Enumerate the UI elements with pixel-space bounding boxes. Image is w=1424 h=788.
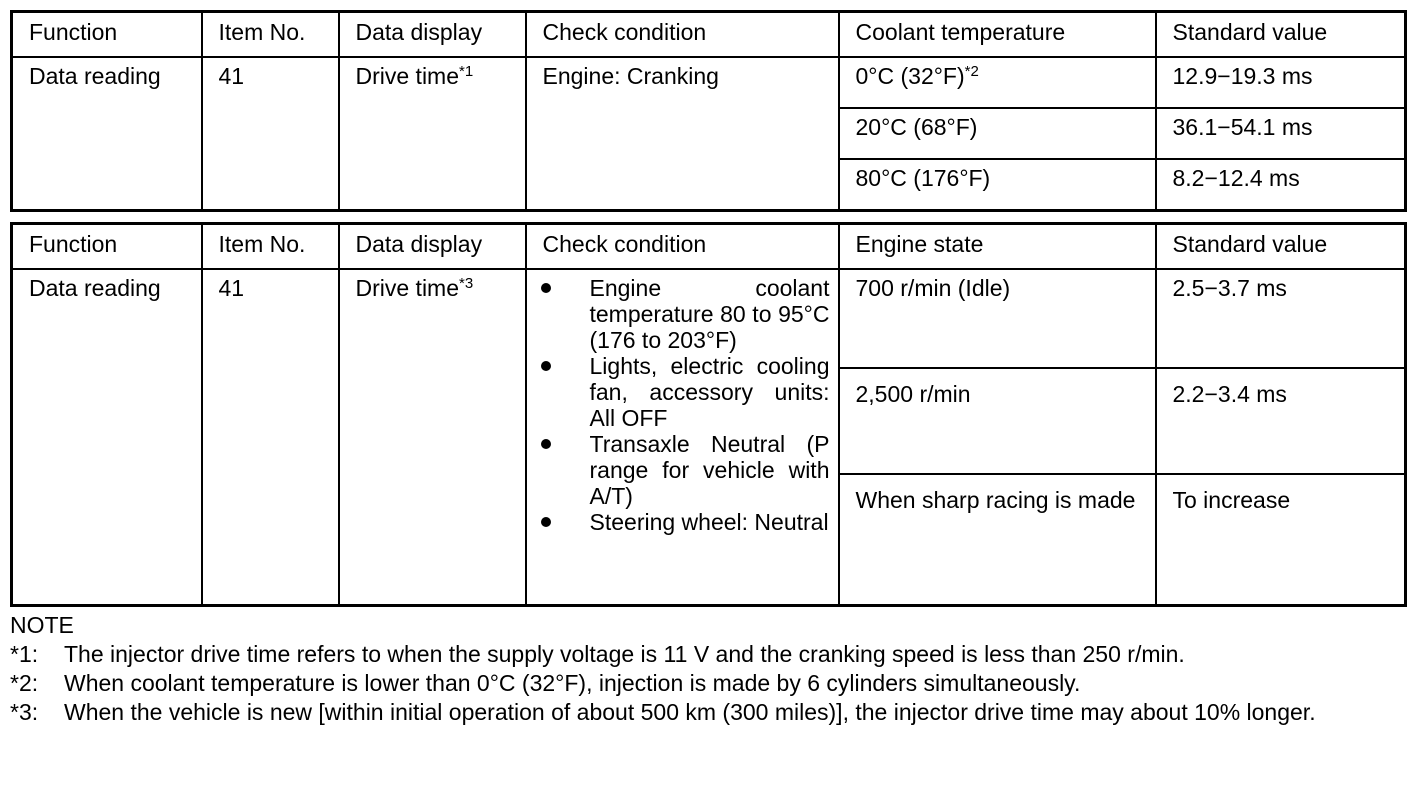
standard-value-cell: 36.1−54.1 ms <box>1156 108 1406 159</box>
bullet-icon <box>541 439 551 449</box>
note-text: When coolant temperature is lower than 0°C (32°F), injection is made by 6 cylinders simultaneously. <box>64 670 1081 696</box>
footnote-ref: *3 <box>459 275 474 292</box>
standard-value-cell: To increase <box>1156 474 1406 606</box>
header-standard-value: Standard value <box>1156 12 1406 58</box>
bullet-icon <box>541 517 551 527</box>
check-condition-list <box>539 275 830 535</box>
standard-value-cell: 12.9−19.3 ms <box>1156 57 1406 108</box>
engine-state-cell: 700 r/min (Idle) <box>839 269 1156 368</box>
check-condition-cell <box>526 269 839 606</box>
coolant-temp-cell: 80°C (176°F) <box>839 159 1156 211</box>
coolant-temp-text: 0°C (32°F) <box>855 63 965 89</box>
header-data-display: Data display <box>339 224 526 270</box>
note-item <box>10 641 1408 668</box>
table-row <box>12 269 1406 368</box>
header-coolant-temperature: Coolant temperature <box>839 12 1156 58</box>
data-display-cell <box>339 57 526 211</box>
standard-value-cell: 2.5−3.7 ms <box>1156 269 1406 368</box>
note-mark: *1: <box>10 641 39 667</box>
coolant-temperature-spec-table <box>10 10 1407 212</box>
function-cell: Data reading <box>12 57 202 211</box>
header-item-no: Item No. <box>202 224 339 270</box>
table-header-row <box>12 12 1406 58</box>
bullet-icon <box>541 283 551 293</box>
standard-value-cell: 2.2−3.4 ms <box>1156 368 1406 474</box>
header-data-display: Data display <box>339 12 526 58</box>
coolant-temp-cell <box>839 57 1156 108</box>
function-cell: Data reading <box>12 269 202 606</box>
check-condition-cell: Engine: Cranking <box>526 57 839 211</box>
note-mark: *3: <box>10 699 39 725</box>
item-no-cell: 41 <box>202 269 339 606</box>
notes-title: NOTE <box>10 612 74 638</box>
note-item <box>10 670 1408 697</box>
item-no-cell: 41 <box>202 57 339 211</box>
engine-state-cell: When sharp racing is made <box>839 474 1156 606</box>
header-item-no: Item No. <box>202 12 339 58</box>
table-header-row <box>12 224 1406 270</box>
engine-state-cell: 2,500 r/min <box>839 368 1156 474</box>
coolant-temp-cell: 20°C (68°F) <box>839 108 1156 159</box>
header-standard-value: Standard value <box>1156 224 1406 270</box>
list-item: Engine coolant temperature 80 to 95°C (176 to 203°F) <box>539 275 830 353</box>
header-check-condition: Check condition <box>526 12 839 58</box>
notes-section <box>10 612 1408 726</box>
note-mark: *2: <box>10 670 39 696</box>
list-item: Steering wheel: Neutral <box>539 509 830 535</box>
list-item: Lights, electric cooling fan, accessory units: All OFF <box>539 353 830 431</box>
footnote-ref: *2 <box>964 63 979 80</box>
engine-state-spec-table <box>10 222 1407 607</box>
list-item: Transaxle Neutral (P range for vehicle with A/T) <box>539 431 830 509</box>
table-row <box>12 57 1406 108</box>
note-text: When the vehicle is new [within initial operation of about 500 km (300 miles)], the injector drive time may about 10% longer. <box>64 699 1316 725</box>
header-function: Function <box>12 12 202 58</box>
header-function: Function <box>12 224 202 270</box>
header-engine-state: Engine state <box>839 224 1156 270</box>
standard-value-cell: 8.2−12.4 ms <box>1156 159 1406 211</box>
data-display-text: Drive time <box>355 63 460 89</box>
data-display-text: Drive time <box>355 275 460 301</box>
note-text: The injector drive time refers to when the supply voltage is 11 V and the cranking speed is less than 250 r/min. <box>64 641 1185 667</box>
bullet-icon <box>541 361 551 371</box>
note-item <box>10 699 1408 726</box>
header-check-condition: Check condition <box>526 224 839 270</box>
footnote-ref: *1 <box>459 63 474 80</box>
data-display-cell <box>339 269 526 606</box>
